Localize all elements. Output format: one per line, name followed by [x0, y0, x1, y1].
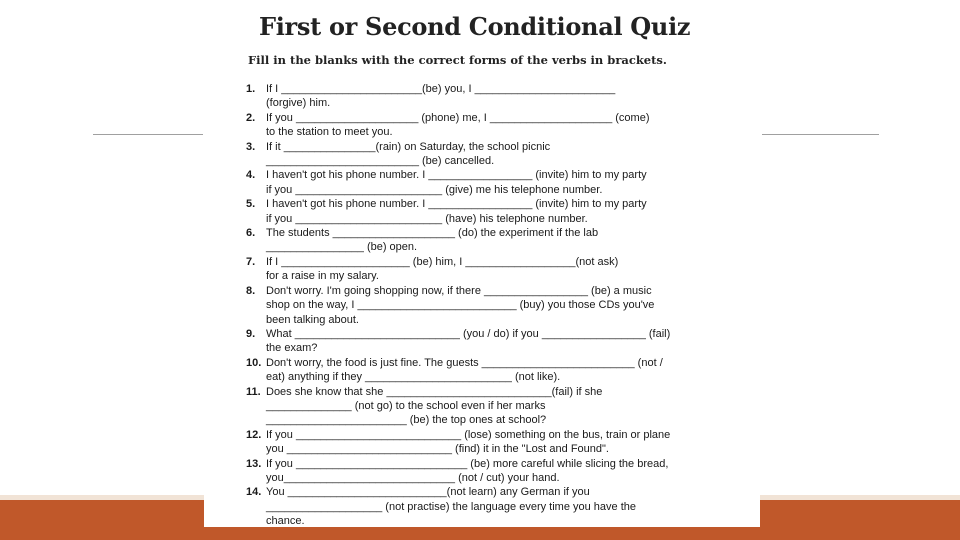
question-item: [246, 111, 756, 140]
question-line: If you ____________________ (phone) me, I ____________________ (come): [266, 111, 650, 124]
question-line: chance.: [266, 515, 305, 527]
question-line: (forgive) him.: [266, 97, 331, 110]
question-item: [246, 82, 756, 111]
question-line: ___________________ (not practise) the language every time you have the: [266, 500, 636, 513]
question-item: [246, 197, 756, 226]
question-line: _______________________ (be) the top ones at school?: [266, 414, 547, 427]
question-number: 3.: [246, 140, 256, 153]
question-item: [246, 140, 756, 169]
question-line: Don't worry. I'm going shopping now, if there _________________ (be) a music: [266, 284, 652, 297]
question-text: [266, 226, 756, 255]
question-line: the exam?: [266, 342, 318, 355]
question-item: [246, 327, 756, 356]
question-line: You __________________________(not learn) any German if you: [266, 486, 590, 499]
question-line: you ___________________________ (find) it in the "Lost and Found".: [266, 443, 609, 456]
question-line: The students ____________________ (do) the experiment if the lab: [266, 227, 599, 240]
worksheet-image: [204, 0, 760, 527]
question-item: [246, 485, 756, 527]
slide-rule-right: [762, 134, 879, 135]
question-text: [266, 284, 756, 327]
question-line: If I _____________________ (be) him, I __________________(not ask): [266, 255, 619, 268]
question-line: shop on the way, I __________________________ (buy) you those CDs you've: [266, 299, 655, 312]
question-line: eat) anything if they ________________________ (not like).: [266, 371, 561, 384]
question-number: 12.: [246, 428, 262, 441]
slide-rule-left: [93, 134, 203, 135]
question-text: [266, 327, 756, 356]
question-line: I haven't got his phone number. I _________________ (invite) him to my party: [266, 198, 647, 211]
question-number: 11.: [246, 385, 261, 398]
question-number: 10.: [246, 356, 262, 369]
question-number: 9.: [246, 327, 256, 340]
worksheet-title: First or Second Conditional Quiz: [259, 12, 691, 41]
question-item: [246, 428, 756, 457]
question-line: for a raise in my salary.: [266, 270, 379, 283]
question-line: If I _______________________(be) you, I _______________________: [266, 83, 616, 95]
question-number: 8.: [246, 284, 256, 297]
question-number: 5.: [246, 198, 256, 211]
question-item: [246, 457, 756, 486]
question-line: Does she know that she ___________________________(fail) if she: [266, 385, 603, 398]
question-line: If it _______________(rain) on Saturday, the school picnic: [266, 140, 551, 153]
question-line: been talking about.: [266, 313, 359, 326]
question-text: [266, 140, 756, 169]
question-text: [266, 168, 756, 197]
question-text: [266, 255, 756, 284]
question-text: [266, 111, 756, 140]
question-item: [246, 284, 756, 327]
question-text: [266, 428, 756, 457]
question-line: _________________________ (be) cancelled.: [266, 155, 495, 168]
question-item: [246, 385, 756, 428]
question-item: [246, 356, 756, 385]
question-number: 6.: [246, 227, 256, 240]
question-item: [246, 255, 756, 284]
question-number: 14.: [246, 486, 262, 499]
question-line: If you ___________________________ (lose) something on the bus, train or plane: [266, 428, 671, 441]
question-line: you____________________________ (not / cut) your hand.: [266, 471, 560, 484]
question-number: 7.: [246, 255, 256, 268]
question-line: I haven't got his phone number. I _________________ (invite) him to my party: [266, 169, 647, 182]
question-text: [266, 356, 756, 385]
question-text: [266, 485, 756, 527]
question-number: 4.: [246, 169, 256, 182]
question-line: if you ________________________ (give) me his telephone number.: [266, 183, 603, 196]
question-line: What ___________________________ (you / do) if you _________________ (fail): [266, 327, 671, 340]
question-text: [266, 457, 756, 486]
question-line: to the station to meet you.: [266, 126, 393, 139]
question-line: ______________ (not go) to the school even if her marks: [266, 399, 546, 412]
question-text: [266, 197, 756, 226]
question-item: [246, 168, 756, 197]
question-line: If you ____________________________ (be) more careful while slicing the bread,: [266, 457, 669, 470]
question-number: 13.: [246, 457, 262, 470]
question-line: Don't worry, the food is just fine. The guests _________________________ (not /: [266, 356, 663, 369]
question-text: [266, 385, 756, 428]
question-line: if you ________________________ (have) his telephone number.: [266, 212, 588, 225]
question-number: 1.: [246, 83, 256, 95]
worksheet-instructions: Fill in the blanks with the correct forms of the verbs in brackets.: [248, 53, 667, 67]
question-number: 2.: [246, 111, 256, 124]
question-item: [246, 226, 756, 255]
question-list: [246, 82, 756, 527]
question-line: ________________ (be) open.: [266, 241, 418, 254]
question-text: [266, 82, 756, 111]
